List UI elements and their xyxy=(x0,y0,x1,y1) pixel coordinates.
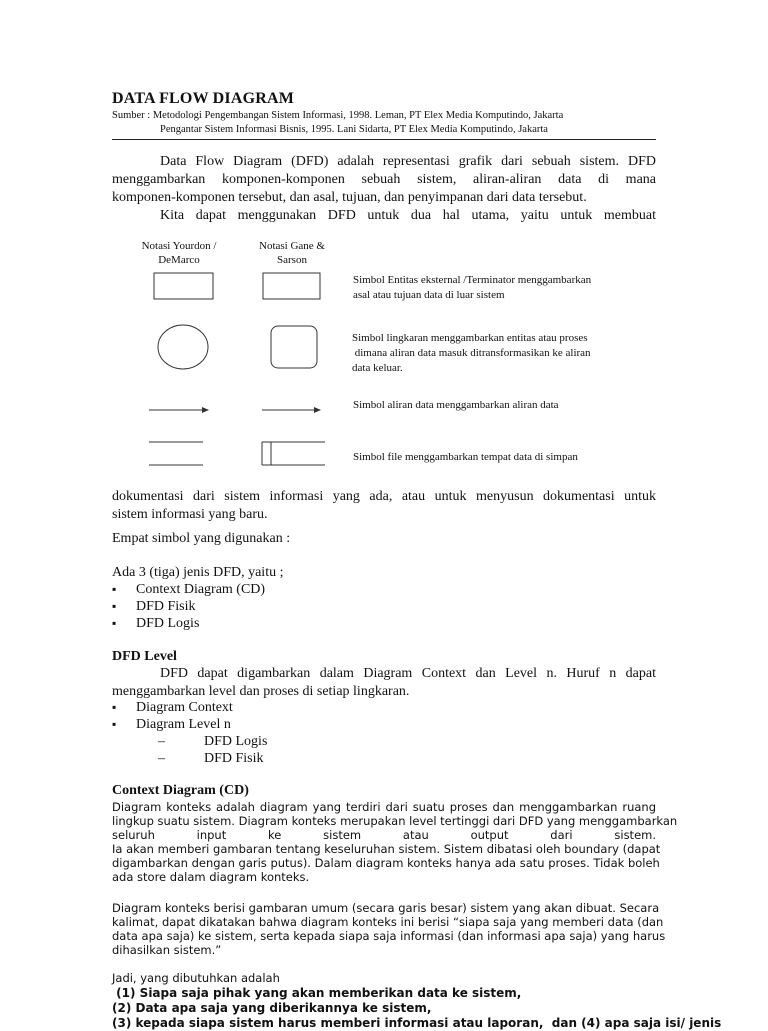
list-item: ▪ DFD Fisik xyxy=(112,598,265,615)
needed-item-3: (3) kepada siapa sistem harus memberi informasi atau laporan, dan (4) apa saja isi/ jenis xyxy=(112,1016,722,1030)
page-title: DATA FLOW DIAGRAM xyxy=(112,90,295,107)
terminator-description: Simbol Entitas eksternal /Terminator menggambarkan asal atau tujuan data di luar sistem xyxy=(353,274,592,301)
list-item: ▪ Diagram Level n xyxy=(112,716,233,733)
gane-flow-arrowhead xyxy=(314,407,321,413)
intro-line-1: Data Flow Diagram (DFD) adalah representasi grafik dari sebuah sistem. DFD xyxy=(160,154,656,169)
gane-sarson-header: Notasi Gane & Sarson xyxy=(259,240,325,266)
process-description: Simbol lingkaran menggambarkan entitas atau proses dimana aliran data masuk ditransformasikan ke aliran data keluar. xyxy=(352,332,591,374)
intro-line-3: komponen-komponen tersebut, dan asal, tujuan, dan penyimpanan dari data tersebut. xyxy=(112,190,587,205)
store-description: Simbol file menggambarkan tempat data di simpan xyxy=(353,451,578,463)
yourdon-header: Notasi Yourdon / DeMarco xyxy=(141,240,217,266)
dfd-level-heading: DFD Level xyxy=(112,649,177,664)
gane-process-rounded-rect xyxy=(271,326,317,368)
intro-paragraph xyxy=(112,153,656,225)
after-diagram-paragraph: dokumentasi dari sistem informasi yang ada, atau untuk menyusun dokumentasi untuk sistem informasi yang baru. xyxy=(112,489,656,522)
yourdon-process-circle xyxy=(158,325,208,369)
list-item: ▪ Diagram Context xyxy=(112,699,233,716)
yourdon-terminator-symbol xyxy=(154,273,213,299)
header-divider xyxy=(112,139,656,140)
types-list xyxy=(112,581,265,632)
needed-item-2: (2) Data apa saja yang diberikannya ke sistem, xyxy=(112,1001,432,1015)
list-item: ▪ Context Diagram (CD) xyxy=(112,581,265,598)
symbols-intro: Empat simbol yang digunakan : xyxy=(112,531,291,546)
needed-item-1: (1) Siapa saja pihak yang akan memberikan data ke sistem, xyxy=(112,986,522,1000)
source-line-1: Sumber : Metodologi Pengembangan Sistem Informasi, 1998. Leman, PT Elex Media Komputindo, Jakarta xyxy=(112,110,564,121)
yourdon-flow-arrowhead xyxy=(202,407,209,413)
notation-symbols xyxy=(140,265,340,475)
list-item: ▪ DFD Logis xyxy=(112,615,265,632)
dfd-level-paragraph: DFD dapat digambarkan dalam Diagram Context dan Level n. Huruf n dapat menggambarkan level dan proses di setiap lingkaran. xyxy=(112,666,656,699)
context-heading: Context Diagram (CD) xyxy=(112,783,249,798)
context-paragraph-1: Diagram konteks adalah diagram yang terdiri dari suatu proses dan menggambarkan ruang lingkup suatu sistem. Diagram konteks merupakan level tertinggi dari DFD yang menggambarkan seluruh input ke sistem atau output dari sistem. Ia akan memberi gambaran tentang keseluruhan sistem. Sistem dibatasi oleh boundary (dapat digambarkan dengan garis putus). Dalam diagram konteks hanya ada satu proses. Tidak boleh ada store dalam diagram konteks. xyxy=(112,800,678,884)
intro-line-4: Kita dapat menggunakan DFD untuk dua hal utama, yaitu untuk membuat xyxy=(160,208,656,223)
types-intro: Ada 3 (tiga) jenis DFD, yaitu ; xyxy=(112,565,284,580)
dfd-level-sublist xyxy=(158,733,267,767)
context-paragraph-2: Diagram konteks berisi gambaran umum (secara garis besar) sistem yang akan dibuat. Secara kalimat, dapat dikatakan bahwa diagram konteks ini berisi “siapa saja yang memberi data (dan data apa saja) ke sistem, serta kepada siapa saja informasi (dan informasi apa saja) yang harus dihasilkan sistem.” xyxy=(112,901,666,957)
list-item: – DFD Logis xyxy=(158,734,268,749)
intro-line-2: menggambarkan komponen-komponen sebuah sistem, aliran-aliran data di mana xyxy=(112,172,656,187)
needed-intro: Jadi, yang dibutuhkan adalah xyxy=(112,971,280,985)
flow-description: Simbol aliran data menggambarkan aliran data xyxy=(353,399,559,411)
gane-terminator-symbol xyxy=(263,273,320,299)
source-line-2: Pengantar Sistem Informasi Bisnis, 1995. Lani Sidarta, PT Elex Media Komputindo, Jakarta xyxy=(160,124,548,135)
list-item: – DFD Fisik xyxy=(158,751,264,766)
dfd-level-list xyxy=(112,699,233,733)
